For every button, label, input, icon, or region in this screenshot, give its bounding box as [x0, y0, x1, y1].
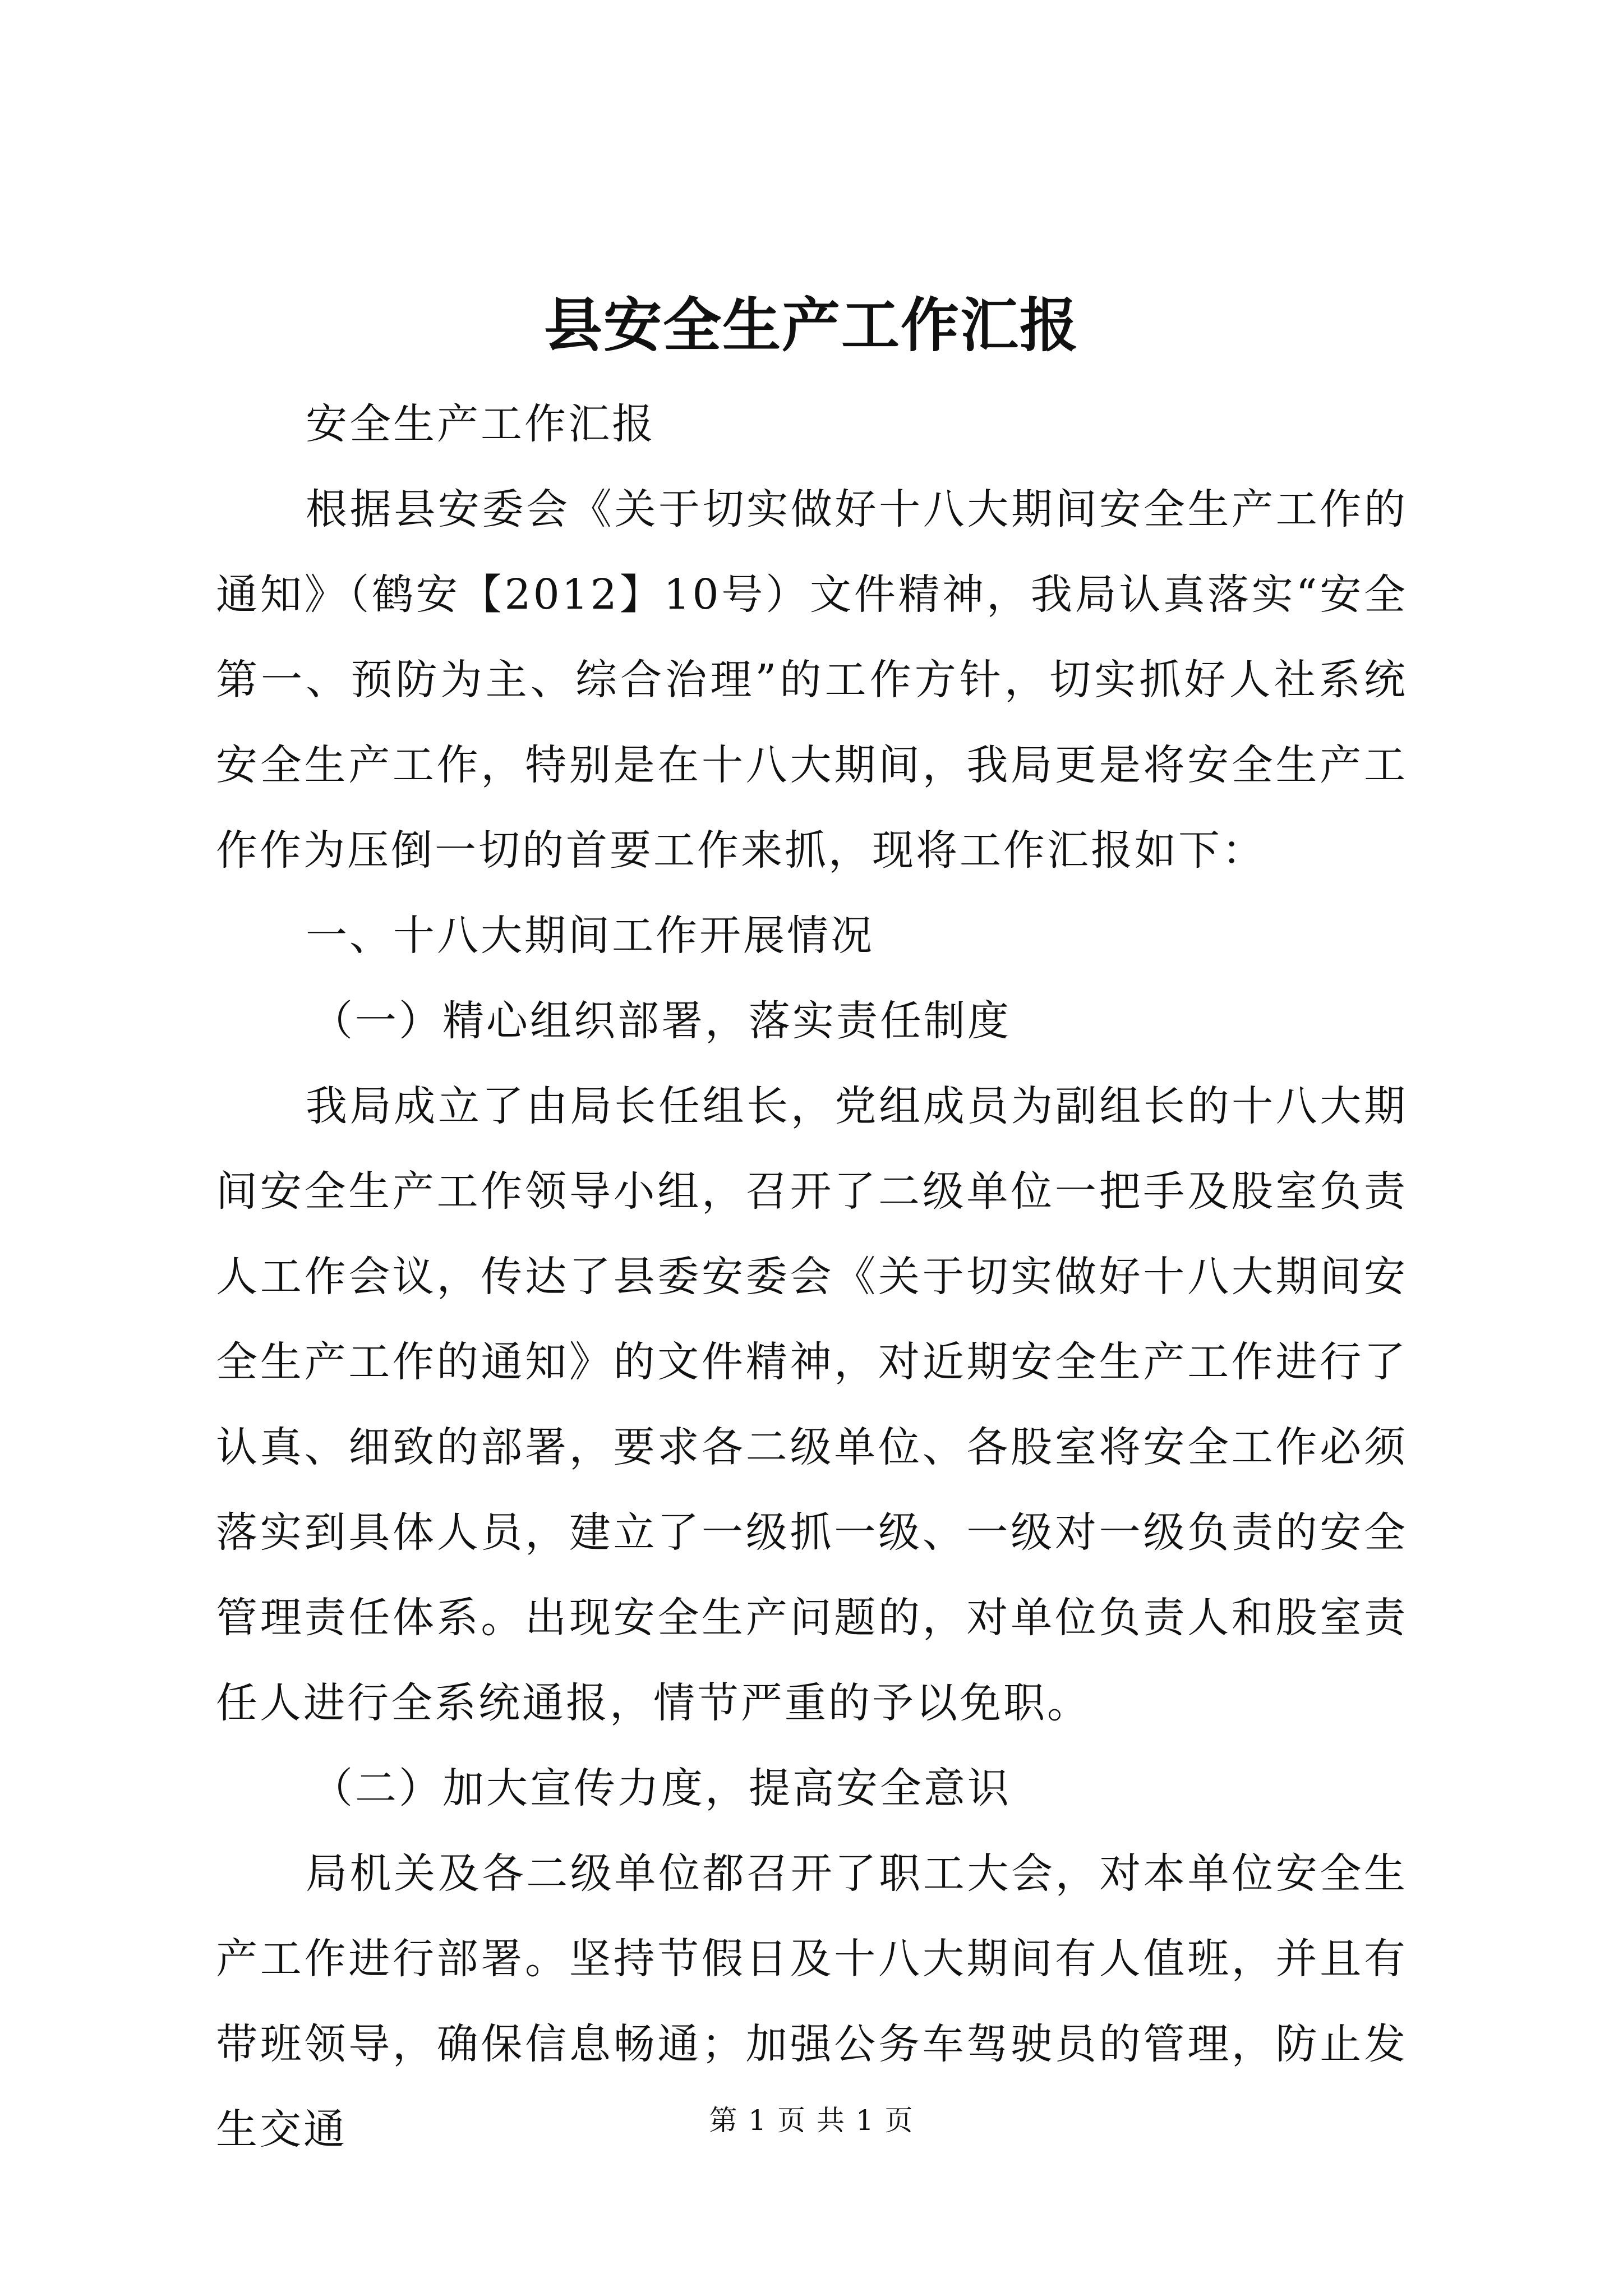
page-footer: 第 1 页 共 1 页 — [709, 2104, 914, 2137]
paragraph-intro: 根据县安委会《关于切实做好十八大期间安全生产工作的通知》（鹤安【2012】10号）文件精神，我局认真落实“安全第一、预防为主、综合治理”的工作方针，切实抓好人社系统安全生产工作，特别是在十八大期间，我局更是将安全生产工作作为压倒一切的首要工作来抓，现将工作汇报如下： — [216, 485, 1408, 875]
document-title: 县安全生产工作汇报 — [543, 291, 1079, 360]
subsection-heading-1: （一）精心组织部署，落实责任制度 — [311, 997, 1011, 1045]
section-heading-1: 一、十八大期间工作开展情况 — [306, 912, 874, 960]
paragraph-subtitle: 安全生产工作汇报 — [306, 400, 656, 448]
paragraph-publicity: 局机关及各二级单位都召开了职工大会，对本单位安全生产工作进行部署。坚持节假日及十八大期间有人值班，并且有带班领导，确保信息畅通；加强公务车驾驶员的管理，防止发生交通 — [216, 1849, 1408, 2154]
paragraph-organization: 我局成立了由局长任组长，党组成员为副组长的十八大期间安全生产工作领导小组，召开了二级单位一把手及股室负责人工作会议，传达了县委安委会《关于切实做好十八大期间安全生产工作的通知》的文件精神，对近期安全生产工作进行了认真、细致的部署，要求各二级单位、各股室将安全工作必须落实到具体人员，建立了一级抓一级、一级对一级负责的安全管理责任体系。出现安全生产问题的，对单位负责人和股室责任人进行全系统通报，情节严重的予以免职。 — [216, 1082, 1408, 1727]
document-body — [216, 381, 1408, 2172]
subsection-heading-2: （二）加大宣传力度，提高安全意识 — [311, 1764, 1011, 1812]
